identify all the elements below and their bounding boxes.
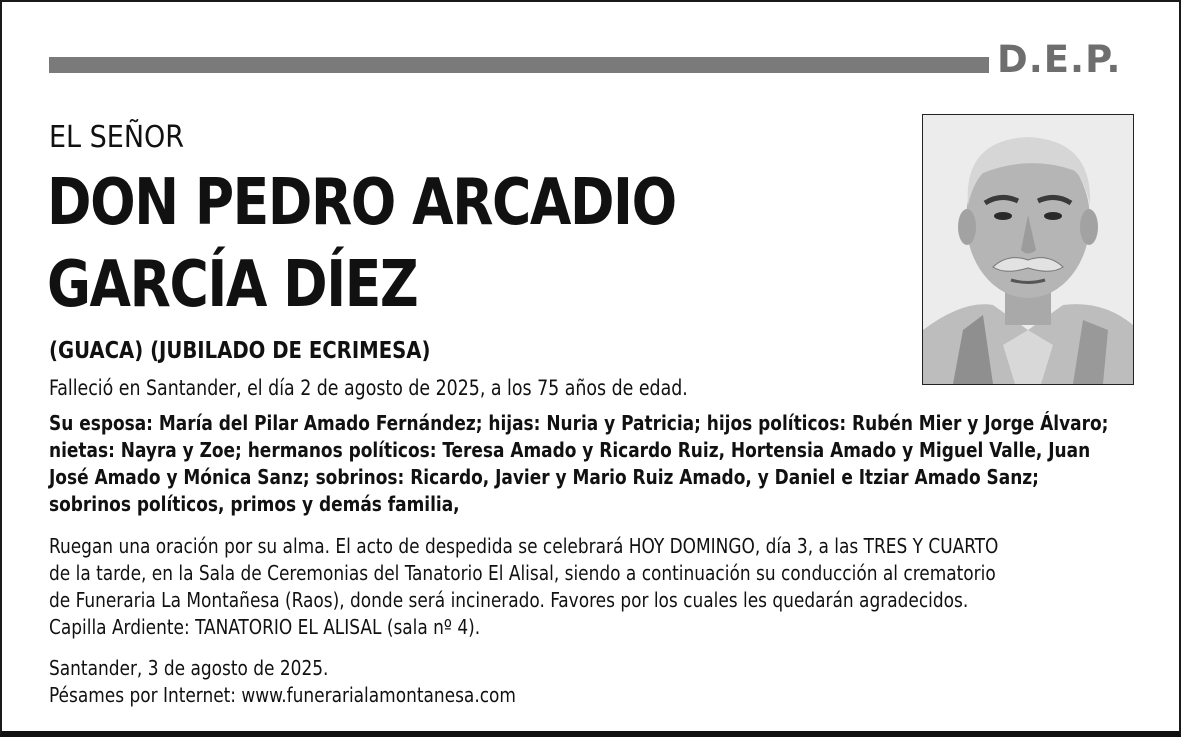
condolences-link: Pésames por Internet: www.funerarialamontanesa.com — [49, 683, 516, 707]
ceremony-line: de la tarde, en la Sala de Ceremonias del Tanatorio El Alisal, siendo a continuación su conducción al crematorio — [49, 561, 996, 585]
family-line: José Amado y Mónica Sanz; sobrinos: Ricardo, Javier y Mario Ruiz Amado, y Daniel e Itziar Amado Sanz; — [49, 465, 1039, 489]
ceremony-line: de Funeraria La Montañesa (Raos), donde será incinerado. Favores por los cuales les quedarán agradecidos. — [49, 588, 969, 612]
deceased-name — [47, 162, 676, 326]
name-line-2: GARCÍA DÍEZ — [47, 248, 418, 322]
name-line-1: DON PEDRO ARCADIO — [47, 166, 676, 240]
honorific-title: EL SEÑOR — [49, 120, 185, 155]
portrait-photo — [922, 114, 1134, 385]
family-paragraph — [49, 410, 1107, 518]
place-date: Santander, 3 de agosto de 2025. — [49, 656, 329, 680]
ceremony-line: Capilla Ardiente: TANATORIO EL ALISAL (sala nº 4). — [49, 615, 481, 639]
family-line: nietas: Nayra y Zoe; hermanos políticos: Teresa Amado y Ricardo Ruiz, Hortensia Amado y Miguel Valle, Juan — [49, 438, 1091, 462]
death-notice: Falleció en Santander, el día 2 de agosto de 2025, a los 75 años de edad. — [49, 376, 688, 400]
header-bar — [49, 57, 989, 73]
ceremony-paragraph — [49, 533, 1107, 641]
dep-mark: D.E.P. — [997, 38, 1122, 81]
nickname-line: (GUACA) (JUBILADO DE ECRIMESA) — [49, 338, 431, 364]
ceremony-line: Ruegan una oración por su alma. El acto de despedida se celebrará HOY DOMINGO, día 3, a las TRES Y CUARTO — [49, 534, 999, 558]
family-line: Su esposa: María del Pilar Amado Fernández; hijas: Nuria y Patricia; hijos políticos: Rubén Mier y Jorge Álvaro; — [49, 411, 1109, 435]
portrait-image — [923, 115, 1133, 384]
family-line: sobrinos políticos, primos y demás familia, — [49, 492, 460, 516]
